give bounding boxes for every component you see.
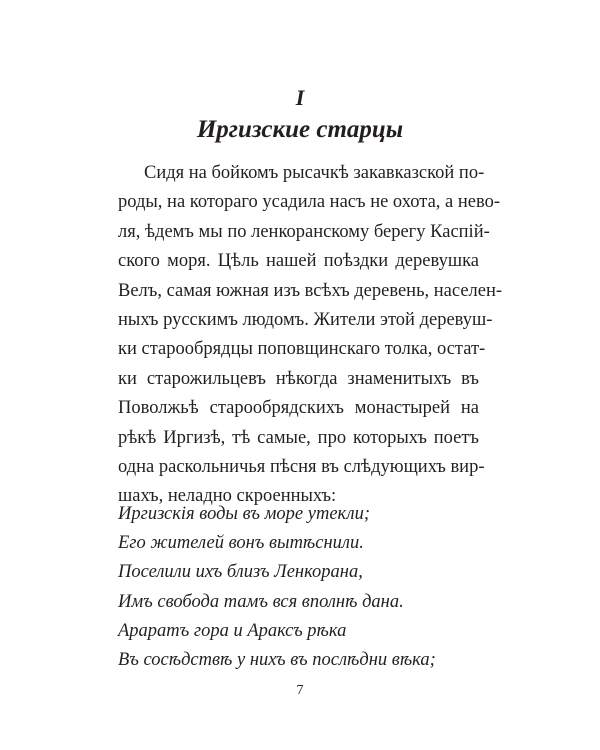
- verse-line: Иргизскія воды въ море утекли;: [118, 504, 371, 524]
- prose-line: Велъ, самая южная изъ всѣхъ деревень, населен-: [118, 280, 503, 301]
- prose-line: шахъ, неладно скроенныхъ:: [118, 486, 337, 507]
- verse-block: [118, 500, 479, 675]
- verse-line: Поселили ихъ близъ Ленкорана,: [118, 562, 363, 583]
- prose-paragraph: [118, 159, 503, 512]
- prose-line: одна раскольничья пѣсня въ слѣдующихъ вир-: [118, 457, 485, 478]
- prose-line: роды, на котораго усадила насъ не охота, а нево-: [118, 192, 501, 213]
- prose-line: ского моря. Цѣль нашей поѣздки деревушка: [118, 251, 479, 272]
- verse-line: Его жителей вонъ вытѣснили.: [118, 533, 364, 554]
- prose-line: ныхъ русскимъ людомъ. Жители этой деревуш-: [118, 310, 493, 331]
- verse-line: Араратъ гора и Араксъ рѣка: [118, 620, 347, 641]
- prose-line: ля, ѣдемъ мы по ленкоранскому берегу Каспій-: [118, 221, 490, 242]
- prose-line: Сидя на бойкомъ рысачкѣ закавказской по-: [144, 163, 485, 183]
- prose-line: рѣкѣ Иргизѣ, тѣ самые, про которыхъ поетъ: [118, 427, 479, 448]
- verse-line: Имъ свобода тамъ вся вполнѣ дана.: [118, 591, 404, 612]
- prose-line: ки старообрядцы поповщинскаго толка, остат-: [118, 339, 486, 360]
- verse-line: Въ сосѣдствѣ у нихъ въ послѣдни вѣка;: [118, 650, 436, 671]
- prose-line: ки старожильцевъ нѣкогда знаменитыхъ въ: [118, 368, 479, 389]
- chapter-title: Иргизские старцы: [196, 116, 404, 143]
- page-number: 7: [296, 683, 304, 698]
- prose-line: Поволжьѣ старообрядскихъ монастырей на: [118, 398, 479, 419]
- chapter-number: I: [295, 85, 305, 110]
